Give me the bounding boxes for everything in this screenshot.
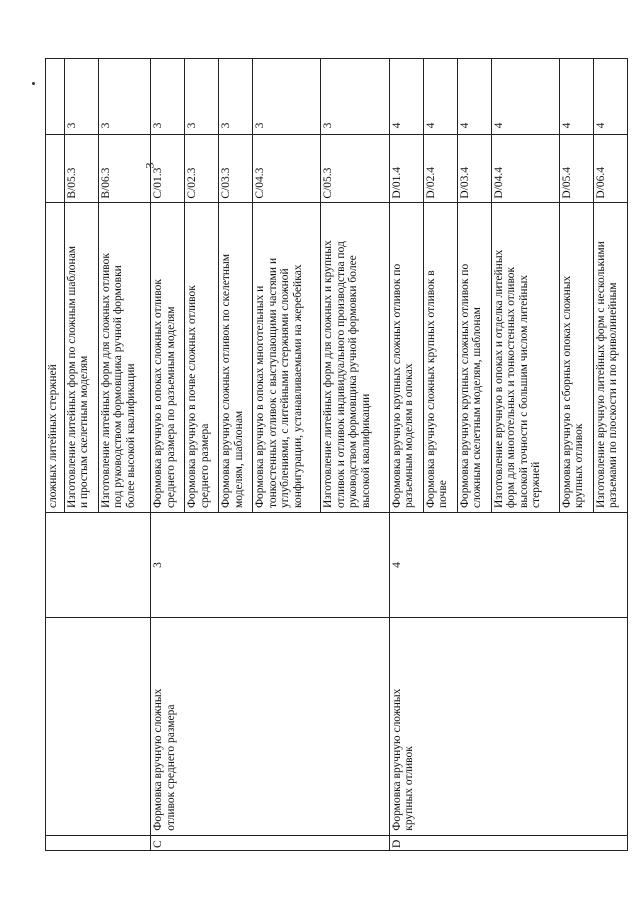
qualification-level: 3: [151, 513, 389, 618]
labor-function-code: C/05.3: [321, 135, 389, 202]
sublevel-qualification: 3: [321, 59, 389, 135]
generalized-function-name: [46, 617, 151, 835]
sublevel-qualification: 4: [491, 59, 559, 135]
labor-function-name: Изготовление литейных форм для сложных отливок под руководством формовщика ручной формовки более высокой квалификации: [98, 202, 150, 512]
sublevel-qualification: 3: [64, 59, 98, 135]
table-row: [151, 59, 185, 851]
generalized-function-code: C: [151, 835, 389, 850]
generalized-function-name: Формовка вручную сложных отливок среднего размера: [151, 617, 389, 835]
labor-function-name: Формовка вручную крупных сложных отливок по сложным скелетным моделям, шаблонам: [457, 202, 491, 512]
sublevel-qualification: 4: [423, 59, 457, 135]
sublevel-qualification: 3: [219, 59, 253, 135]
labor-function-code: C/04.3: [253, 135, 321, 202]
labor-function-name: Формовка вручную в сборных опоках сложных крупных отливок: [559, 202, 593, 512]
sublevel-qualification: 3: [98, 59, 150, 135]
generalized-function-code: [46, 835, 151, 850]
rotated-document-table: [45, 58, 628, 851]
labor-function-code: C/02.3: [185, 135, 219, 202]
labor-function-code: D/03.4: [457, 135, 491, 202]
sublevel-qualification: 4: [389, 59, 423, 135]
labor-function-code: C/03.3: [219, 135, 253, 202]
sublevel-qualification: 3: [151, 59, 185, 135]
table-row: [46, 59, 65, 851]
labor-function-name: Формовка вручную крупных сложных отливок по разъемным моделям в опоках: [389, 202, 423, 512]
sublevel-qualification: 4: [593, 59, 627, 135]
labor-function-code: D/05.4: [559, 135, 593, 202]
labor-function-code: B/05.3: [64, 135, 98, 202]
labor-function-code: [46, 135, 65, 202]
labor-function-code: D/01.4: [389, 135, 423, 202]
labor-function-code: D/04.4: [491, 135, 559, 202]
labor-function-name: Формовка вручную сложных отливок по скелетным моделям, шаблонам: [219, 202, 253, 512]
labor-function-code: D/06.4: [593, 135, 627, 202]
generalized-function-name: Формовка вручную сложных крупных отливок: [389, 617, 627, 835]
sublevel-qualification: 3: [185, 59, 219, 135]
labor-function-name: Формовка вручную в почве сложных отливок среднего размера: [185, 202, 219, 512]
scan-speck: [32, 82, 35, 85]
sublevel-qualification: 4: [457, 59, 491, 135]
labor-function-name: Формовка вручную в опоках сложных отливок среднего размера по разъемным моделям: [151, 202, 185, 512]
labor-function-name: Изготовление литейных форм для сложных и крупных отливок и отливок индивидуального производства под руководством формовщика ручной формовки более высокой квалификации: [321, 202, 389, 512]
labor-function-name: Изготовление вручную в опоках и отделка литейных форм для многотельных и тонкостенных отливок высокой точности с большим числом литейных стержней: [491, 202, 559, 512]
qualification-level: 4: [389, 513, 627, 618]
labor-function-code: B/06.3: [98, 135, 150, 202]
sublevel-qualification: [46, 59, 65, 135]
functions-table: [45, 58, 628, 851]
sublevel-qualification: 3: [253, 59, 321, 135]
table-row: [389, 59, 423, 851]
labor-function-code: C/01.3: [151, 135, 185, 202]
generalized-function-code: D: [389, 835, 627, 850]
page-number: 3: [142, 162, 157, 169]
sublevel-qualification: 4: [559, 59, 593, 135]
labor-function-name: Изготовление литейных форм по сложным шаблонам и простым скелетным моделям: [64, 202, 98, 512]
labor-function-name: Формовка вручную сложных крупных отливок в почве: [423, 202, 457, 512]
labor-function-name: Изготовление вручную литейных форм с несколькими разъемами по плоскости и по криволинейным: [593, 202, 627, 512]
labor-function-name: Формовка вручную в опоках многотельных и тонкостенных отливок с выступающими частями и углублениями, с литейными стержнями сложной конфигурации, устанавливаемыми на жеребейках: [253, 202, 321, 512]
labor-function-code: D/02.4: [423, 135, 457, 202]
qualification-level: [46, 513, 151, 618]
labor-function-name: сложных литейных стержней: [46, 202, 65, 512]
